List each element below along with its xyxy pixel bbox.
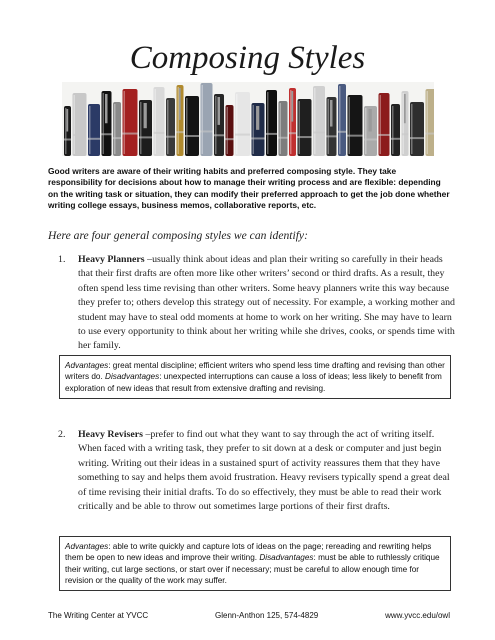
list-item-number: 2.	[58, 429, 66, 440]
list-item-lead: Heavy Planners	[78, 254, 145, 265]
advantages-box-revisers	[59, 536, 451, 591]
pen-shape	[410, 102, 424, 156]
pen-shape	[154, 87, 165, 156]
disadvantages-text: : must be able to ruthlessly critique their writing, cut large sections, or start over if necessary; must be careful to allow enough time for revision or the quality of the work may suffer.	[65, 553, 440, 585]
footer-center: Glenn-Anthon 125, 574-4829	[215, 611, 319, 620]
pen-shape	[402, 91, 409, 156]
advantages-text: : able to write quickly and capture lots of ideas on the page; rereading and rewriting helps them be open to new ideas and improve their writing.	[65, 542, 432, 563]
pen-shape	[313, 86, 325, 156]
list-item-lead: Heavy Revisers	[78, 429, 143, 440]
pen-shape	[113, 102, 121, 156]
disadvantages-label: Disadvantages	[105, 372, 160, 382]
pen-shape	[88, 104, 100, 156]
pen-shape	[298, 99, 312, 156]
pen-shape	[139, 100, 152, 156]
pen-shape	[201, 83, 213, 156]
footer-left: The Writing Center at YVCC	[48, 611, 149, 620]
pen-shape	[166, 98, 175, 156]
pen-shape	[364, 106, 377, 156]
list-item-number: 1.	[58, 254, 66, 265]
pen-shape	[266, 90, 277, 156]
pen-shape	[64, 106, 71, 156]
pen-shape	[379, 93, 390, 156]
list-item-heavy-revisers	[58, 428, 456, 514]
pen-shape	[391, 104, 400, 156]
list-item-body	[78, 428, 456, 514]
pen-shape	[289, 88, 296, 156]
section-subheading: Here are four general composing styles we can identify:	[48, 229, 308, 242]
list-item-text: –usually think about ideas and plan their writing so carefully in their heads that their first drafts are often more like other writers’ second or third drafts. As a result, they often spend less time revising than other writers. Some heavy planners write this way because they prefer to; others develop this strategy out of necessity. For example, a working mother and student may have to steal odd moments at home to work on her writing. She may have to learn to use every opportunity to think about her writing while she drives, cooks, or spends time with her family.	[78, 254, 455, 352]
advantages-label: Advantages	[65, 542, 109, 551]
pens-illustration	[62, 82, 434, 156]
list-item-text: –prefer to find out what they want to say through the act of writing itself. When faced with a writing task, they prefer to sit down at a desk or computer and just begin writing. Writing out their ideas in a sustained spurt of activity reassures them that they have something to say and helps them avoid frustration. Heavy revisers typically spend a great deal of time revising their initial drafts. To do so effectively, they must be able to read their work critically and be able to throw out sometimes large portions of their first drafts.	[78, 429, 450, 513]
pen-shape	[252, 103, 265, 156]
advantages-label: Advantages	[65, 361, 109, 370]
pen-shape	[279, 101, 288, 156]
pen-shape	[226, 105, 234, 156]
advantages-box-planners	[59, 355, 451, 399]
pen-shape	[123, 89, 138, 156]
intro-paragraph: Good writers are aware of their writing habits and preferred composing style. They take responsibility for decisions about how to manage their writing process and are flexible: depending on the writing task or situation, they can modify their preferred approach to get the job done whether writing college essays, business memos, collaborative reports, etc.	[48, 166, 450, 211]
page-title: Composing Styles	[129, 40, 366, 76]
pen-shape	[214, 94, 224, 156]
pen-shape	[177, 85, 184, 156]
pen-shape	[235, 92, 250, 156]
footer-right: www.yvcc.edu/owl	[385, 611, 450, 620]
pen-shape	[73, 93, 87, 156]
page-footer	[48, 611, 450, 620]
list-item-heavy-planners	[58, 253, 456, 354]
pen-shape	[102, 91, 112, 156]
disadvantages-text: : unexpected interruptions can cause a loss of ideas; less likely to benefit from exploration of new ideas that result from extensive drafting and revising.	[65, 372, 442, 393]
pen-shape	[338, 84, 346, 156]
pen-shape	[327, 97, 337, 156]
advantages-text: : great mental discipline; efficient writers who spend less time drafting and revising than other writers do.	[65, 361, 445, 382]
pen-shape	[348, 95, 363, 156]
pens-image	[62, 82, 434, 156]
disadvantages-label: Disadvantages	[259, 553, 314, 563]
pen-shape	[426, 89, 435, 156]
list-item-body	[78, 253, 456, 354]
pen-shape	[185, 96, 199, 156]
